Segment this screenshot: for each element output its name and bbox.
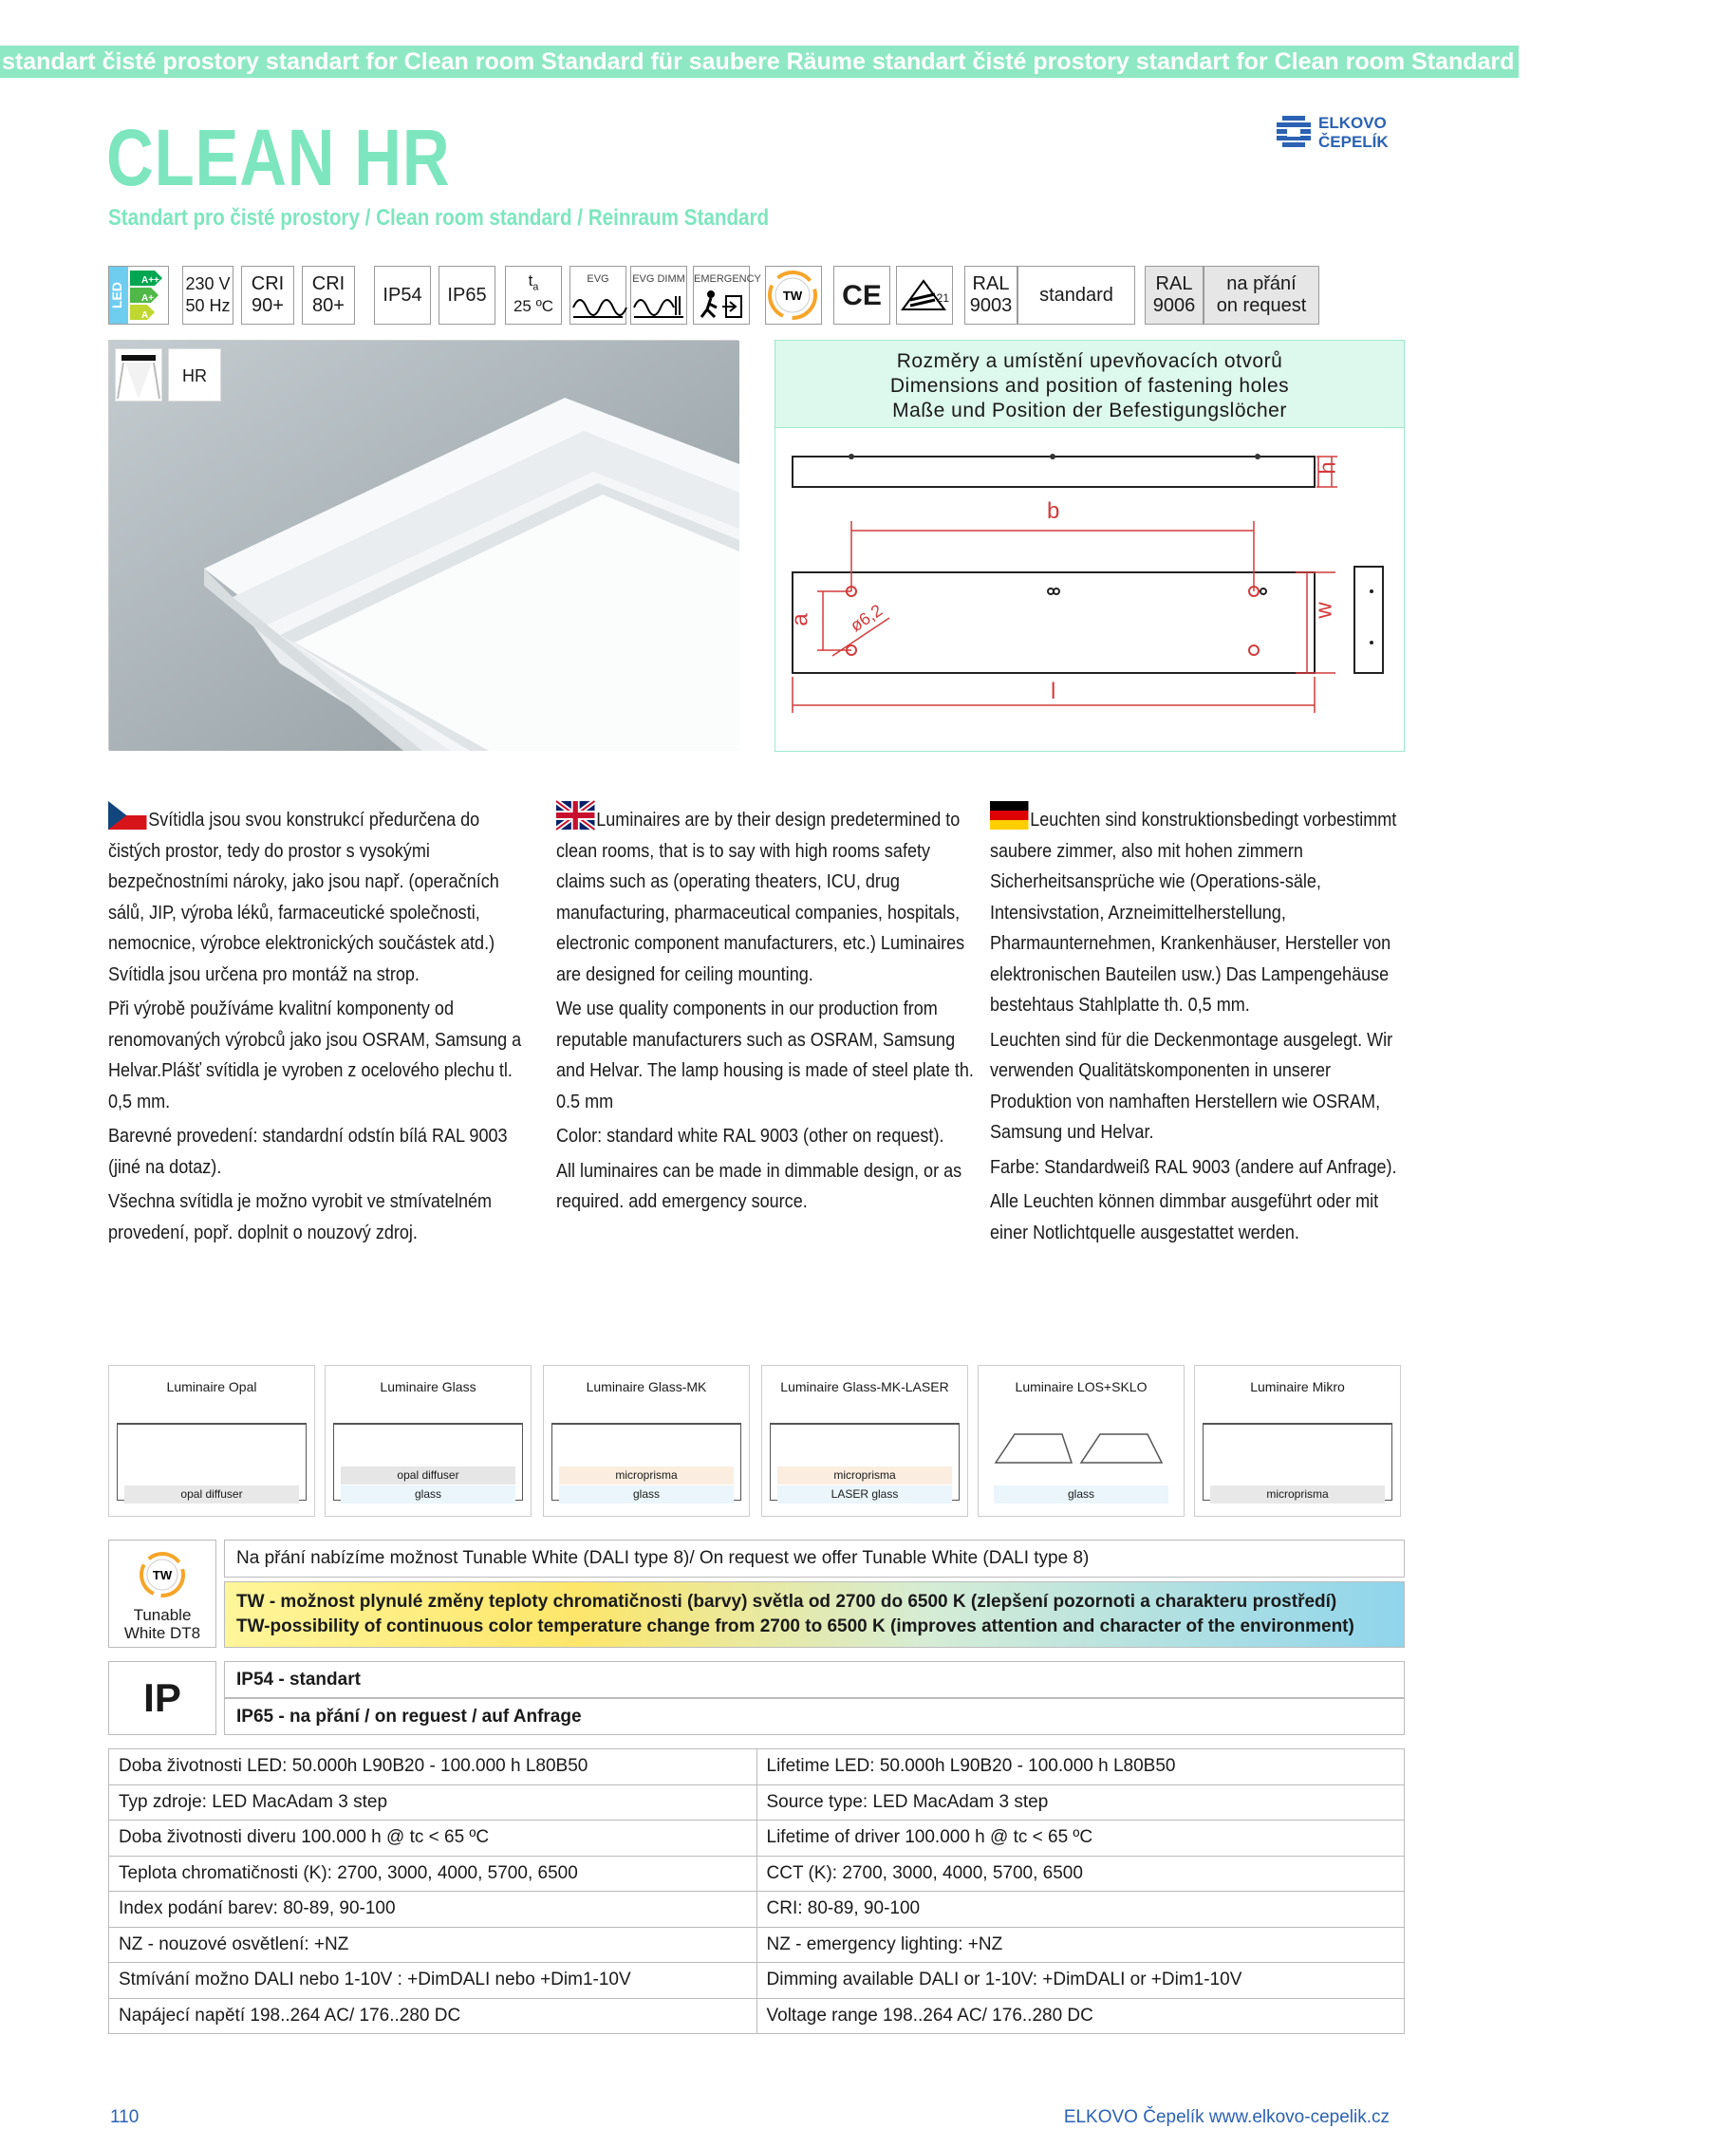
evg-icon: EVG: [569, 266, 626, 325]
mount-type-label: HR: [168, 348, 221, 402]
tw-description: TW - možnost plynulé změny teploty chromatičnosti (barvy) světla od 2700 do 6500 K (zlepšení pozornoti a charakteru prostředí) TW-possibility of continuous color temperature change from 2700 to 6500 K (improves attention and character of the environment): [224, 1581, 1405, 1648]
voltage-badge: 230 V 50 Hz: [182, 266, 233, 325]
tw-label: Tunable White DT8: [123, 1606, 201, 1642]
variant-drawing: [986, 1425, 1176, 1472]
svg-text:LED: LED: [109, 282, 124, 308]
tw-note: Na přání nabízíme možnost Tunable White (DALI type 8)/ On request we offer Tunable White (DALI type 8): [224, 1540, 1405, 1578]
description-cz: Svítidla jsou svou konstrukcí předurčena do čistých prostor, tedy do prostor s vysokými bezpečnostními nároky, jako jsou např. (operačních sálů, JIP, výroba léků, farmaceutické společnosti, nemocnice, výrobce elektronických součástek atd.) Svítidla jsou určena pro montáž na strop. Při výrobě používáme kvalitní komponenty od renomovaných výrobců jako jsou OSRAM, Samsung a Helvar.Plášť svítidla je vyroben z ocelového plechu tl. 0,5 mm. Barevné provedení: standardní odstín bílá RAL 9003 (jiné na dotaz). Všechna svítidla je možno vyrobit ve stmívatelném provedení, popř. doplnit o nouzový zdroj.: [108, 801, 534, 1252]
specification-table: [108, 1748, 1405, 2034]
emergency-icon: EMERGENCY: [693, 266, 750, 325]
logo-line1: ELKOVO: [1318, 114, 1387, 132]
description-de: Leuchten sind konstruktionsbedingt vorbestimmt saubere zimmer, also mit hohen zimmern Sicherheitsansprüche wie (Operations-säle, Intensivstation, Arzneimittelherstellung, Pharmaunternehmen, Krankenhäuser, Hersteller von elektronischen Bauteilen usw.) Das Lampengehäuse bestehtaus Stahlplatte th. 0,5 mm. Leuchten sind für die Deckenmontage ausgelegt. Wir verwenden Qualitätskomponenten in unserer Produktion von namhaften Herstellern wie OSRAM, Samsung und Helvar. Farbe: Standardweiß RAL 9003 (andere auf Anfrage). Alle Leuchten können dimmbar ausgeführt oder mit einer Notlichtquelle ausgestattet werden.: [990, 801, 1416, 1252]
dim-h-label: h: [1315, 461, 1341, 475]
dim-l-label: l: [1051, 679, 1056, 704]
dim-b-label: b: [1047, 498, 1060, 524]
ip-section: [108, 1661, 1405, 1735]
standard-badge: standard: [1017, 266, 1135, 325]
dim-hole-label: ø6,2: [847, 600, 887, 636]
brand-logo[interactable]: [1275, 114, 1398, 156]
dimension-drawing: [775, 428, 1406, 751]
variant-cards: [108, 1365, 1399, 1519]
table-row: Doba životnosti LED: 50.000h L90B20 - 100.000 h L80B50 Lifetime LED: 50.000h L90B20 - 100.000 h L80B50: [109, 1749, 1405, 1785]
logo-line2: ČEPELÍK: [1318, 133, 1389, 151]
page-number: 110: [110, 2107, 140, 2127]
page-title: CLEAN HR: [106, 113, 451, 202]
energy-class-icon: [108, 266, 169, 325]
dim-w-label: w: [1311, 602, 1337, 619]
uk-flag-icon: [556, 801, 594, 830]
ambient-temp-badge: $t_a$ 25 ºC: [505, 266, 562, 325]
ip-label: IP: [108, 1661, 216, 1735]
top-banner: standart čisté prostory standart for Clean room Standard für saubere Räume standart čisté prostory standart for Clean room Standard für saubere Räume: [0, 46, 1519, 78]
energy-a-plus-plus: A++: [141, 275, 159, 286]
table-row: NZ - nouzové osvětlení: +NZ NZ - emergency lighting: +NZ: [109, 1927, 1405, 1963]
dimensions-heading: Rozměry a umístění upevňovacích otvorů Dimensions and position of fastening holes Maße und Position der Befestigungslöcher: [775, 341, 1404, 428]
ip65-badge: IP65: [439, 266, 495, 325]
energy-a: A: [141, 310, 149, 321]
ral9003-badge: RAL 9003: [964, 266, 1017, 325]
energy-a-plus: A+: [141, 293, 155, 304]
variant-card[interactable]: Luminaire LOS+SKLO glass: [978, 1365, 1185, 1517]
table-row: Doba životnosti diveru 100.000 h @ tc < 65 ºC Lifetime of driver 100.000 h @ tc < 65 ºC: [109, 1821, 1405, 1857]
logo-mark-icon: [1275, 114, 1313, 152]
variant-card[interactable]: Luminaire Glass-MK microprisma glass: [543, 1365, 750, 1517]
svg-text:TW: TW: [152, 1568, 173, 1582]
svg-text:TW: TW: [782, 289, 803, 303]
variant-card[interactable]: Luminaire Glass opal diffuser glass: [325, 1365, 532, 1517]
temperature-class-icon: 21: [896, 266, 953, 325]
table-row: Typ zdroje: LED MacAdam 3 step Source type: LED MacAdam 3 step: [109, 1784, 1405, 1821]
on-request-badge: na přání on request: [1204, 266, 1319, 325]
variant-card[interactable]: Luminaire Opal opal diffuser: [108, 1365, 315, 1517]
footer-website-link[interactable]: ELKOVO Čepelík www.elkovo-cepelik.cz: [1063, 2107, 1390, 2127]
ce-mark-icon: CE: [833, 266, 890, 325]
dimensions-panel: [775, 340, 1405, 752]
ip54-line: IP54 - standart: [224, 1661, 1405, 1698]
german-flag-icon: [990, 801, 1028, 830]
product-photo: [108, 340, 738, 750]
variant-card[interactable]: Luminaire Glass-MK-LASER microprisma LASER glass: [761, 1365, 968, 1517]
czech-flag-icon: [108, 801, 146, 830]
table-row: Napájecí napětí 198..264 AC/ 176..280 DC Voltage range 198..264 AC/ 176..280 DC: [109, 1998, 1405, 2034]
description-en: Luminaires are by their design predetermined to clean rooms, that is to say with high rooms safety claims such as (operating theaters, ICU, drug manufacturing, pharmaceutical companies, hospitals, electronic component manufacturers, etc.) Luminaires are designed for ceiling mounting. We use quality components in our production from reputable manufacturers such as OSRAM, Samsung and Helvar. The lamp housing is made of steel plate th. 0.5 mm Color: standard white RAL 9003 (other on request). All luminaires can be made in dimmable design, or as required. add emergency source.: [556, 801, 982, 1222]
ral9006-badge: RAL 9006: [1145, 266, 1204, 325]
cri90-badge: CRI 90+: [241, 266, 294, 325]
ip54-badge: IP54: [374, 266, 431, 325]
table-row: Stmívání možno DALI nebo 1-10V : +DimDALI nebo +Dim1-10V Dimming available DALI or 1-10V: +DimDALI or +Dim1-10V: [109, 1963, 1405, 1999]
variant-card[interactable]: Luminaire Mikro microprisma: [1194, 1365, 1401, 1517]
cri80-badge: CRI 80+: [302, 266, 355, 325]
page-subtitle: Standart pro čisté prostory / Clean room standard / Reinraum Standard: [108, 205, 770, 231]
table-row: Index podání barev: 80-89, 90-100 CRI: 80-89, 90-100: [109, 1892, 1405, 1928]
tunable-white-section: [108, 1540, 1405, 1648]
mount-type-icon: [115, 348, 162, 402]
tw-icon: [136, 1548, 189, 1601]
table-row: Teplota chromatičnosti (K): 2700, 3000, 4000, 5700, 6500 CCT (K): 2700, 3000, 4000, 5700, 6500: [109, 1856, 1405, 1892]
evg-dimm-icon: EVG DIMM: [630, 266, 687, 325]
tw-icon: [765, 266, 822, 325]
ip65-line: IP65 - na přání / on reguest / auf Anfrage: [224, 1698, 1405, 1735]
dim-a-label: a: [787, 613, 813, 626]
tw-badge-box: [108, 1540, 216, 1648]
